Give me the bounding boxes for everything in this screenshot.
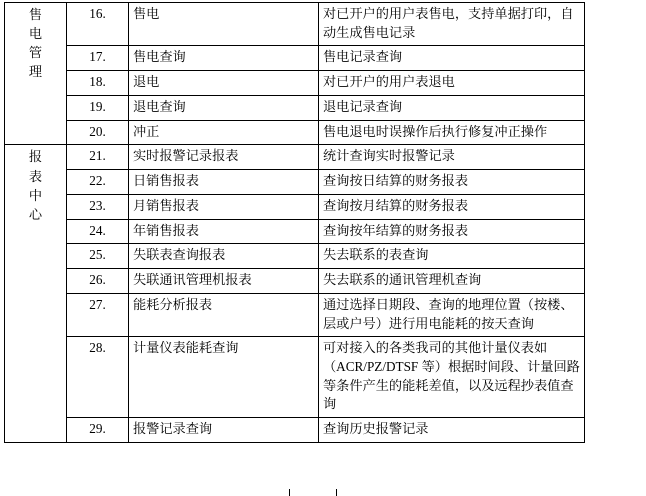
- row-name: 失联通讯管理机报表: [129, 269, 319, 294]
- table-row: [5, 3, 585, 46]
- row-number: 17.: [67, 46, 129, 71]
- table-row: [5, 120, 585, 145]
- row-description: 统计查询实时报警记录: [319, 145, 585, 170]
- feature-list-table: [4, 2, 585, 443]
- row-name: 能耗分析报表: [129, 293, 319, 336]
- row-description: 通过选择日期段、查询的地理位置（按楼、层或户号）进行用电能耗的按天查询: [319, 293, 585, 336]
- row-description: 对已开户的用户表退电: [319, 71, 585, 96]
- row-description: 可对接入的各类我司的其他计量仪表如（ACR/PZ/DTSF 等）根据时间段、计量回路等条件产生的能耗差值，以及远程抄表值查询: [319, 337, 585, 418]
- row-number: 25.: [67, 244, 129, 269]
- row-description: 查询按年结算的财务报表: [319, 219, 585, 244]
- row-number: 24.: [67, 219, 129, 244]
- row-number: 26.: [67, 269, 129, 294]
- table-row: [5, 46, 585, 71]
- row-name: 售电: [129, 3, 319, 46]
- table-row: [5, 170, 585, 195]
- table-row: [5, 418, 585, 443]
- row-number: 28.: [67, 337, 129, 418]
- row-name: 日销售报表: [129, 170, 319, 195]
- row-number: 29.: [67, 418, 129, 443]
- row-description: 查询按日结算的财务报表: [319, 170, 585, 195]
- row-name: 退电: [129, 71, 319, 96]
- table-row: [5, 269, 585, 294]
- row-number: 16.: [67, 3, 129, 46]
- row-description: 对已开户的用户表售电，支持单据打印，自动生成售电记录: [319, 3, 585, 46]
- row-number: 20.: [67, 120, 129, 145]
- document-page: [0, 2, 646, 496]
- table-row: [5, 244, 585, 269]
- row-number: 22.: [67, 170, 129, 195]
- row-name: 售电查询: [129, 46, 319, 71]
- row-number: 18.: [67, 71, 129, 96]
- row-description: 查询按月结算的财务报表: [319, 194, 585, 219]
- row-name: 退电查询: [129, 95, 319, 120]
- table-row: [5, 95, 585, 120]
- row-description: 售电退电时误操作后执行修复冲正操作: [319, 120, 585, 145]
- table-row: [5, 337, 585, 418]
- row-description: 售电记录查询: [319, 46, 585, 71]
- row-description: 失去联系的表查询: [319, 244, 585, 269]
- row-description: 查询历史报警记录: [319, 418, 585, 443]
- row-name: 年销售报表: [129, 219, 319, 244]
- table-row: [5, 145, 585, 170]
- row-name: 计量仪表能耗查询: [129, 337, 319, 418]
- row-number: 21.: [67, 145, 129, 170]
- row-name: 失联表查询报表: [129, 244, 319, 269]
- row-description: 退电记录查询: [319, 95, 585, 120]
- table-row: [5, 293, 585, 336]
- group-label: 报表中心: [28, 149, 43, 222]
- group-cell-reports: [5, 145, 67, 443]
- table-body: [5, 3, 585, 443]
- row-name: 报警记录查询: [129, 418, 319, 443]
- group-cell-sales: [5, 3, 67, 145]
- row-number: 23.: [67, 194, 129, 219]
- row-number: 19.: [67, 95, 129, 120]
- table-row: [5, 219, 585, 244]
- row-name: 冲正: [129, 120, 319, 145]
- row-name: 实时报警记录报表: [129, 145, 319, 170]
- table-row: [5, 71, 585, 96]
- row-description: 失去联系的通讯管理机查询: [319, 269, 585, 294]
- table-row: [5, 194, 585, 219]
- row-name: 月销售报表: [129, 194, 319, 219]
- group-label: 售电管理: [28, 7, 43, 80]
- page-bottom-cell-stub: [289, 489, 337, 496]
- row-number: 27.: [67, 293, 129, 336]
